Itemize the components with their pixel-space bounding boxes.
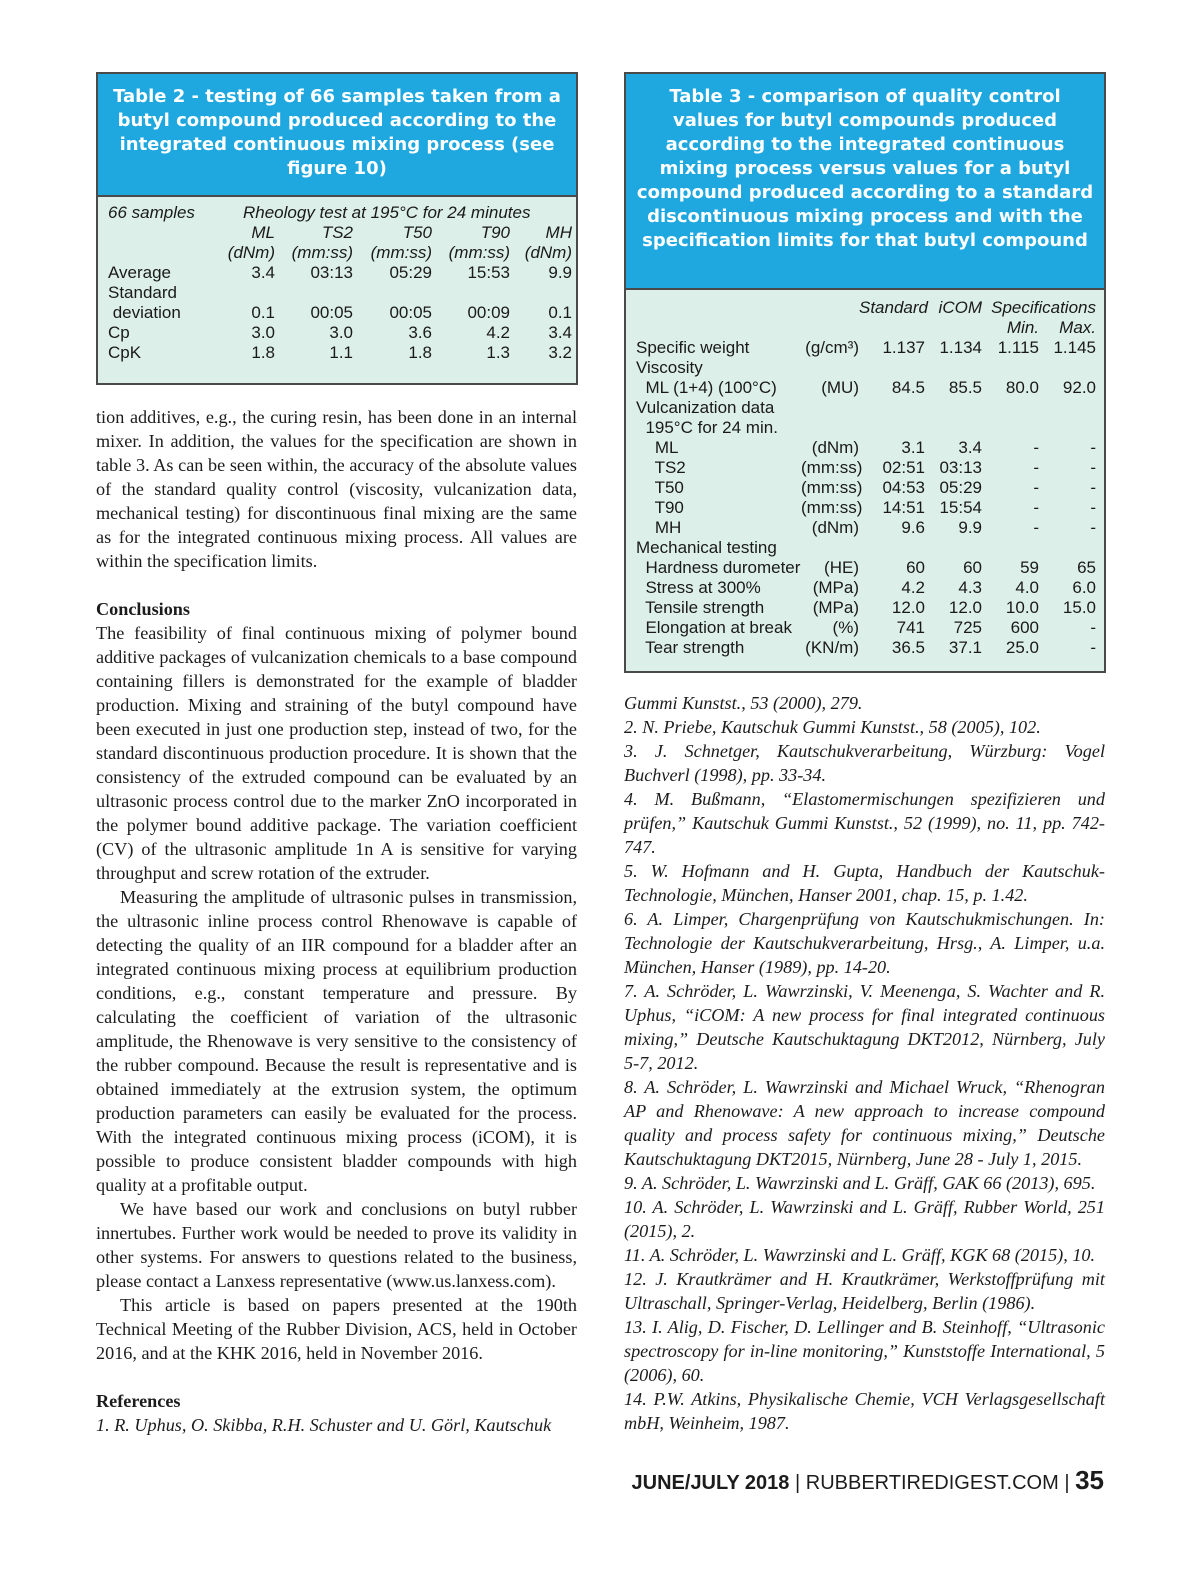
table-cell: 3.0 [329,323,353,342]
table-cell: 600 [1010,618,1039,637]
row-label: Cp [108,323,130,342]
table-3-row [626,498,1104,518]
table-cell: 80.0 [1005,378,1039,397]
table-cell: 03:13 [939,458,982,477]
specifications-header: Specifications [991,298,1096,317]
unit-cell: (%) [832,618,859,637]
table-cell: - [1090,478,1096,497]
table-cell: 3.4 [251,263,275,282]
issue-date: JUNE/JULY 2018 [631,1472,790,1494]
unit-header: (mm:ss) [370,243,432,262]
table-3-row [626,618,1104,638]
table-cell: 15.0 [1062,598,1096,617]
column-header: TS2 [321,223,353,242]
table-cell: - [1090,618,1096,637]
table-2-row [98,263,576,283]
row-label: Tensile strength [636,598,765,617]
table-cell: - [1090,498,1096,517]
reference-item: 7. A. Schröder, L. Wawrzinski, V. Meenenga, S. Wachter and R. Uphus, “iCOM: A new process for final integrated continuous mixing,” Deutsche Kautschuktagung DKT2012, Nürnberg, July 5-7, 2012. [624,981,1105,1073]
unit-cell: (HE) [824,558,859,577]
row-label: Vulcanization data [636,398,775,417]
table-3-row [626,378,1104,398]
table-cell: 15:54 [939,498,982,517]
table-cell: 65 [1077,558,1096,577]
rheology-label: Rheology test at 195°C for 24 minutes [243,203,531,222]
table-cell: - [1090,518,1096,537]
row-label: Elongation at break [636,618,792,637]
table-cell: 3.4 [958,438,982,457]
table-cell: 10.0 [1005,598,1039,617]
row-label: Tear strength [636,638,745,657]
column-header: ML [251,223,275,242]
table-cell: 3.0 [251,323,275,342]
table-cell [215,283,275,303]
row-label: ML [636,438,679,457]
table-cell: 1.8 [251,343,275,362]
table-cell: - [1033,518,1039,537]
table-cell: 85.5 [948,378,982,397]
table-cell: 00:05 [310,303,353,322]
table-cell: 9.9 [958,518,982,537]
table-3-row [626,398,1104,418]
table-cell: 1.8 [408,343,432,362]
unit-cell: (MU) [821,378,859,397]
intro-paragraph: tion additives, e.g., the curing resin, has been done in an internal mixer. In addition, the values for the specification are shown in table 3. As can be seen within, the accuracy of the absolute values of the standard quality control (viscosity, vulcanization data, mechanical testing) for discontinuous final mixing are the same as for the integrated continuous mixing process. All values are within the specification limits. [96,407,577,571]
table-cell: 05:29 [389,263,432,282]
table-3-row [626,598,1104,618]
table-cell: - [1033,478,1039,497]
reference-item: 2. N. Priebe, Kautschuk Gummi Kunstst., 58 (2005), 102. [624,717,1041,737]
table-2-row [98,303,576,323]
unit-cell: (mm:ss) [801,498,863,517]
table-cell: 02:51 [882,458,925,477]
reference-item: 13. I. Alig, D. Fischer, D. Lellinger and B. Steinhoff, “Ultrasonic spectroscopy for in-line monitoring,” Kunststoffe International, 5 (2006), 60. [624,1317,1105,1385]
table-cell: 1.134 [939,338,982,357]
reference-item: 11. A. Schröder, L. Wawrzinski and L. Gräff, KGK 68 (2015), 10. [624,1245,1096,1265]
unit-header: (mm:ss) [448,243,510,262]
reference-item: 4. M. Bußmann, “Elastomermischungen spezifizieren und prüfen,” Kautschuk Gummi Kunstst., 52 (1999), no. 11, pp. 742-747. [624,789,1105,857]
table-cell: 9.6 [901,518,925,537]
reference-item: 8. A. Schröder, L. Wawrzinski and Michael Wruck, “Rhenogran AP and Rhenowave: A new approach to increase compound quality and process safety for continuous mixing,” Deutsche Kautschuktagung DKT2015, Nürnberg, June 28 - July 1, 2015. [624,1077,1105,1169]
unit-cell: (g/cm³) [805,338,859,357]
table-cell: 4.3 [958,578,982,597]
table-cell: 1.1 [329,343,353,362]
table-2-column-headers [98,223,576,243]
table-cell: 25.0 [1005,638,1039,657]
reference-item: 9. A. Schröder, L. Wawrzinski and L. Gräff, GAK 66 (2013), 695. [624,1173,1096,1193]
table-cell: - [1033,438,1039,457]
table-cell [275,283,353,303]
table-cell: 15:53 [467,263,510,282]
row-label: Stress at 300% [636,578,761,597]
table-2-title: Table 2 - testing of 66 samples taken from a butyl compound produced according to the integrated continuous mixing process (see figure 10) [98,74,576,197]
table-cell: 0.1 [548,303,572,322]
table-cell: 4.2 [486,323,510,342]
table-cell: 3.4 [548,323,572,342]
reference-item: 14. P.W. Atkins, Physikalische Chemie, VCH Verlagsgesellschaft mbH, Weinheim, 1987. [624,1389,1105,1433]
reference-item: 1. R. Uphus, O. Skibba, R.H. Schuster and U. Görl, Kautschuk [96,1415,552,1435]
table-3-row [626,418,1104,438]
table-3-row [626,538,1104,558]
conclusions-paragraph: This article is based on papers presented at the 190th Technical Meeting of the Rubber Division, ACS, held in October 2016, and at the KHK 2016, held in November 2016. [96,1295,577,1363]
conclusions-heading: Conclusions [96,599,191,619]
table-cell: 1.137 [882,338,925,357]
row-label: Average [108,263,172,282]
table-cell: - [1090,638,1096,657]
row-label: CpK [108,343,142,362]
unit-cell: (mm:ss) [801,458,863,477]
table-3-row [626,518,1104,538]
column-header: T50 [402,223,432,242]
table-3-row [626,578,1104,598]
samples-label: 66 samples [108,203,195,222]
row-label: ML (1+4) (100°C) [636,378,777,397]
page-number: 35 [1075,1465,1104,1495]
table-cell: 4.2 [901,578,925,597]
standard-header: Standard [859,298,928,317]
table-cell: 725 [953,618,982,637]
unit-header: (dNm) [227,243,275,262]
table-cell: 03:13 [310,263,353,282]
left-column [96,405,577,1437]
unit-cell: (MPa) [812,598,859,617]
table-3-row [626,438,1104,458]
min-header: Min. [1006,318,1039,337]
table-cell [432,283,510,303]
table-cell: 92.0 [1062,378,1096,397]
table-cell: 1.115 [997,338,1039,357]
unit-header: (dNm) [524,243,572,262]
conclusions-paragraph: We have based our work and conclusions on butyl rubber innertubes. Further work would be needed to prove its validity in other systems. For answers to questions related to the business, please contact a Lanxess representative (www.us.lanxess.com). [96,1199,577,1291]
table-3-row [626,638,1104,658]
conclusions-paragraph: Measuring the amplitude of ultrasonic pulses in transmission, the ultrasonic inline process control Rhenowave is capable of detecting the quality of an IIR compound for a bladder after an integrated continuous mixing process at equilibrium production conditions, e.g., constant temperature and pressure. By calculating the coefficient of variation of the ultrasonic amplitude, the Rhenowave is very sensitive to the consistency of the rubber compound. Because the result is representative and is obtained immediately at the extrusion system, the optimum production parameters can easily be evaluated for the process. With the integrated continuous mixing process (iCOM), it is possible to produce consistent bladder compounds with high quality at a profitable output. [96,887,577,1195]
table-cell: 00:05 [389,303,432,322]
table-cell: 1.3 [486,343,510,362]
table-cell: 14:51 [882,498,925,517]
max-header: Max. [1059,318,1096,337]
table-cell: 60 [963,558,982,577]
row-label: Hardness durometer [636,558,801,577]
table-cell: - [1033,458,1039,477]
row-label: TS2 [636,458,686,477]
table-cell: 12.0 [891,598,925,617]
table-cell: 04:53 [882,478,925,497]
table-cell: 9.9 [548,263,572,282]
table-cell: - [1090,438,1096,457]
table-3-row [626,358,1104,378]
row-label: Specific weight [636,338,750,357]
row-label: 195°C for 24 min. [636,418,778,437]
reference-item: 5. W. Hofmann and H. Gupta, Handbuch der Kautschuk-Technologie, München, Hanser 2001, chap. 15, p. 1.42. [624,861,1105,905]
icom-header: iCOM [938,298,982,317]
reference-item: 10. A. Schröder, L. Wawrzinski and L. Gräff, Rubber World, 251 (2015), 2. [624,1197,1105,1241]
table-cell: 37.1 [948,638,982,657]
table-2-units [98,243,576,263]
reference-item: Gummi Kunstst., 53 (2000), 279. [624,693,863,713]
references-list [624,691,1105,1435]
table-2-row [98,343,576,363]
table-cell: 0.1 [251,303,275,322]
reference-item: 6. A. Limper, Chargenprüfung von Kautschukmischungen. In: Technologie der Kautschukverarbeitung, Hrsg., A. Limper, u.a. München, Hanser (1989), pp. 14-20. [624,909,1105,977]
table-cell [510,283,572,303]
table-2 [96,72,578,385]
table-cell: 12.0 [948,598,982,617]
row-label: T90 [636,498,684,517]
reference-item: 12. J. Krautkrämer and H. Krautkrämer, Werkstoffprüfung mit Ultraschall, Springer-Verlag, Heidelberg, Berlin (1986). [624,1269,1105,1313]
footer-separator: | [794,1472,801,1494]
unit-cell: (dNm) [811,438,859,457]
table-cell: 59 [1020,558,1039,577]
table-3-row [626,338,1104,358]
table-cell: 05:29 [939,478,982,497]
table-cell [353,283,432,303]
table-cell: 84.5 [891,378,925,397]
table-3-subheader [626,318,1104,338]
table-3 [624,72,1106,673]
row-label: Standard [108,283,177,302]
unit-cell: (KN/m) [805,638,859,657]
table-cell: 1.145 [1053,338,1096,357]
row-label: deviation [108,303,181,322]
page-footer [632,1465,1104,1496]
table-cell: - [1033,498,1039,517]
table-cell: 741 [896,618,925,637]
table-3-title: Table 3 - comparison of quality control values for butyl compounds produced according to the integrated continuous mixing process versus values for a butyl compound produced according to a standard discontinuous mixing process and with the specification limits for that butyl compound [626,74,1104,290]
table-3-row [626,558,1104,578]
website-link[interactable]: RUBBERTIREDIGEST.COM [805,1472,1059,1494]
unit-header: (mm:ss) [291,243,353,262]
unit-cell: (MPa) [812,578,859,597]
table-cell: 3.2 [548,343,572,362]
table-2-row [98,283,576,303]
table-3-row [626,478,1104,498]
references-heading: References [96,1391,181,1411]
column-header: MH [545,223,572,242]
row-label: Mechanical testing [636,538,777,557]
row-label: MH [636,518,682,537]
table-cell: 6.0 [1072,578,1096,597]
table-cell: 36.5 [891,638,925,657]
table-cell: 3.1 [901,438,925,457]
row-label: T50 [636,478,684,497]
table-cell: 60 [906,558,925,577]
table-2-row [98,323,576,343]
conclusions-paragraph: The feasibility of final continuous mixing of polymer bound additive packages of vulcanization chemicals to a base compound containing fillers is demonstrated for the example of bladder production. Mixing and straining of the butyl compound have been executed in just one production step, instead of two, for the standard discontinuous production procedure. It is shown that the consistency of the extruded compound can be evaluated by an ultrasonic process control due to the marker ZnO incorporated in the polymer bound additive package. The variation coefficient (CV) of the ultrasonic amplitude 1n A is sensitive for varying throughput and screw rotation of the extruder. [96,623,577,883]
table-3-header [626,298,1104,318]
unit-cell: (mm:ss) [801,478,863,497]
table-cell: 00:09 [467,303,510,322]
row-label: Viscosity [636,358,703,377]
column-header: T90 [480,223,510,242]
table-3-row [626,458,1104,478]
unit-cell: (dNm) [811,518,859,537]
table-cell: 4.0 [1015,578,1039,597]
table-cell: - [1090,458,1096,477]
reference-item: 3. J. Schnetger, Kautschukverarbeitung, Würzburg: Vogel Buchverl (1998), pp. 33-34. [624,741,1105,785]
footer-separator: | [1064,1472,1070,1494]
table-cell: 3.6 [408,323,432,342]
